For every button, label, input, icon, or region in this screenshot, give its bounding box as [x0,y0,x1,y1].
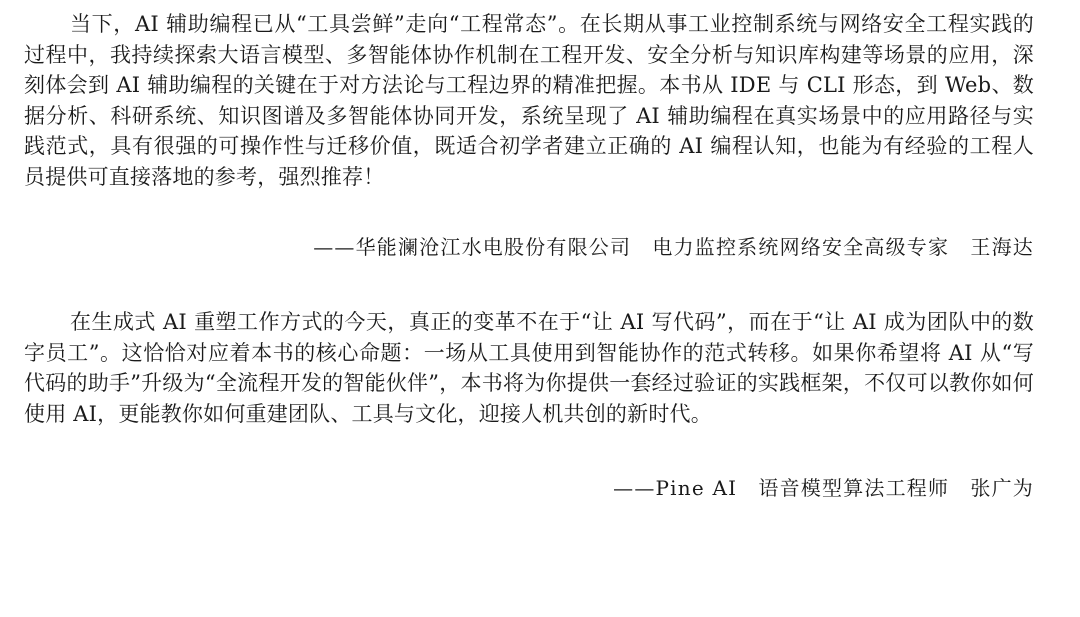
endorsement-paragraph-2: 在生成式 AI 重塑工作方式的今天，真正的变革不在于“让 AI 写代码”，而在于“让 AI 成为团队中的数字员工”。这恰恰对应着本书的核心命题：一场从工具使用到智能协作的范式转移。如果你希望将 AI 从“写代码的助手”升级为“全流程开发的智能伙伴”，本书将为你提供一套经过验证的实践框架，不仅可以教你如何使用 AI，更能教你如何重建团队、工具与文化，迎接人机共创的新时代。 [24,310,1034,426]
endorsement-page [24,9,1034,503]
endorsement-paragraph-1: 当下，AI 辅助编程已从“工具尝鲜”走向“工程常态”。在长期从事工业控制系统与网络安全工程实践的过程中，我持续探索大语言模型、多智能体协作机制在工程开发、安全分析与知识库构建等场景的应用，深刻体会到 AI 辅助编程的关键在于对方法论与工程边界的精准把握。本书从 IDE 与 CLI 形态，到 Web、数据分析、科研系统、知识图谱及多智能体协同开发，系统呈现了 AI 辅助编程在真实场景中的应用路径与实践范式，具有很强的可操作性与迁移价值，既适合初学者建立正确的 AI 编程认知，也能为有经验的工程人员提供可直接落地的参考，强烈推荐！ [24,12,1034,189]
endorsement-signature-1: ——华能澜沧江水电股份有限公司 电力监控系统网络安全高级专家 王海达 [313,235,1034,259]
endorsement-signature-2: ——Pine AI 语音模型算法工程师 张广为 [613,476,1034,500]
